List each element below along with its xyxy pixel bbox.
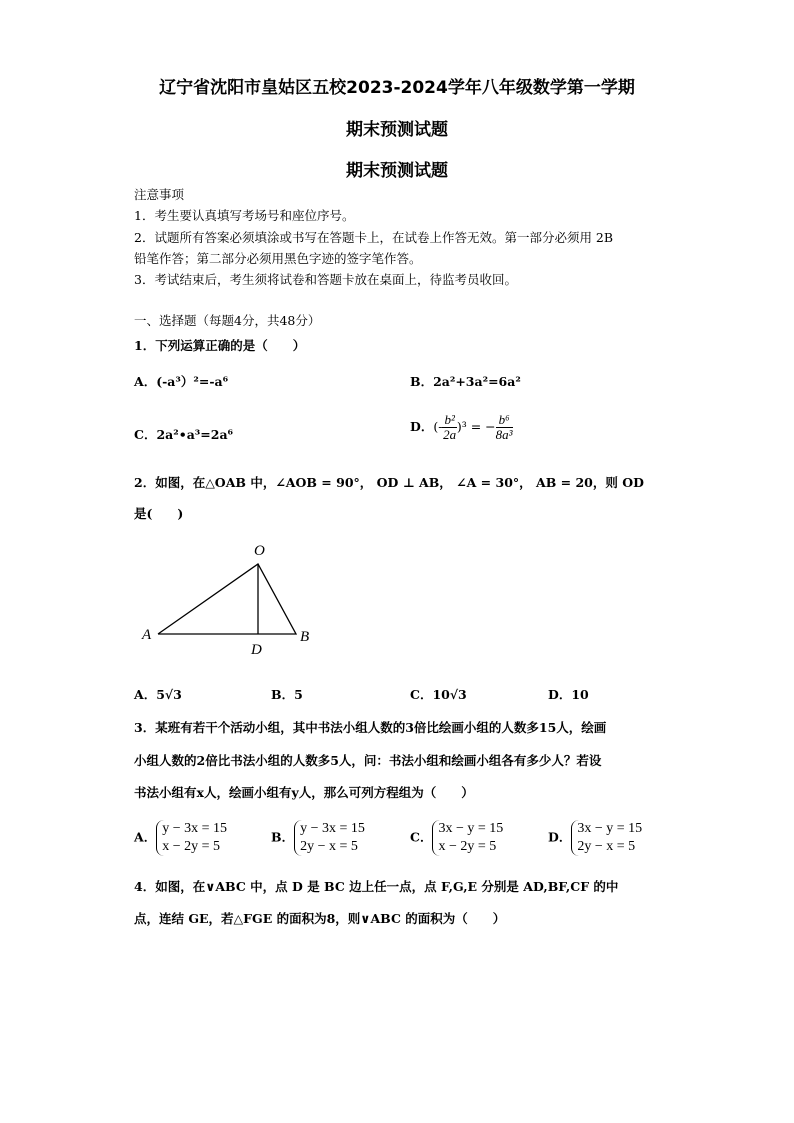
expr-part: (- xyxy=(433,419,443,434)
title-line-3: 期末预测试题 xyxy=(346,161,448,181)
q1-option-b: B．2a²+3a²=6a² xyxy=(410,374,521,389)
equation: y − 3x = 15 xyxy=(300,821,365,836)
equation: x − 2y = 5 xyxy=(438,839,497,854)
q2-option-a: A．5√3 xyxy=(134,687,182,702)
q1-option-a: A．(-a³）²=-a⁶ xyxy=(134,374,229,389)
title-line-2: 期末预测试题 xyxy=(346,120,448,140)
note-item: 铅笔作答；第二部分必须用黑色字迹的签字笔作答。 xyxy=(134,251,422,266)
equation: 3x − y = 15 xyxy=(577,821,643,836)
equation: 2y − x = 5 xyxy=(300,839,358,854)
label-b: B xyxy=(300,629,310,645)
q3-option-d xyxy=(548,820,642,856)
q1-option-d-label: D． xyxy=(410,419,434,434)
q3-option-c xyxy=(410,820,503,856)
equation-system xyxy=(294,820,365,856)
q2-option-d: D．10 xyxy=(548,687,589,702)
q3-option-b xyxy=(271,820,365,856)
q4-stem-2: 点，连结 GE，若△FGE 的面积为8，则∨ABC 的面积为（ ） xyxy=(134,911,506,926)
q2-stem-2: 是( ) xyxy=(134,506,184,521)
note-item: 2．试题所有答案必须填涂或书写在答题卡上，在试卷上作答无效。第一部分必须用 2B xyxy=(134,230,614,245)
triangle-oab xyxy=(158,564,296,634)
q2-stem-1: 2．如图，在△OAB 中，∠AOB = 90°， OD ⊥ AB， ∠A = 30°， AB = 20，则 OD xyxy=(134,475,644,490)
notes-heading: 注意事项 xyxy=(134,187,185,202)
numerator: b⁶ xyxy=(496,413,513,428)
q3-stem-2: 小组人数的2倍比书法小组的人数多5人，问：书法小组和绘画小组各有多少人？若设 xyxy=(134,753,602,768)
denominator: 8a³ xyxy=(495,427,513,442)
equation-system xyxy=(571,820,642,856)
equation-system xyxy=(156,820,227,856)
q1-option-c: C．2a²•a³=2a⁶ xyxy=(134,427,234,442)
option-label: B． xyxy=(271,829,295,845)
note-item: 1．考生要认真填写考场号和座位序号。 xyxy=(134,208,355,223)
note-item: 3．考试结束后，考生须将试卷和答题卡放在桌面上，待监考员收回。 xyxy=(134,272,517,287)
q1-option-d xyxy=(410,413,513,442)
equation-system xyxy=(432,820,503,856)
fraction xyxy=(442,413,456,442)
q3-stem-1: 3．某班有若干个活动小组，其中书法小组人数的3倍比绘画小组的人数多15人，绘画 xyxy=(134,720,607,735)
q2-option-c: C．10√3 xyxy=(410,687,467,702)
fraction xyxy=(496,413,513,442)
q4-stem-1: 4．如图，在∨ABC 中，点 D 是 BC 边上任一点，点 F,G,E 分别是 AD,BF,CF 的中 xyxy=(134,879,619,894)
option-label: D． xyxy=(548,829,572,845)
denominator: 2a xyxy=(443,427,457,442)
q2-triangle-figure xyxy=(130,535,330,665)
q3-option-a xyxy=(134,820,227,856)
equation: 3x − y = 15 xyxy=(438,821,504,836)
q3-stem-3: 书法小组有x人，绘画小组有y人，那么可列方程组为（ ） xyxy=(134,785,474,800)
q1-stem: 1．下列运算正确的是（ ） xyxy=(134,338,306,353)
title-line-1: 辽宁省沈阳市皇姑区五校2023-2024学年八年级数学第一学期 xyxy=(159,78,635,98)
expr-part: )³ = − xyxy=(456,419,496,434)
numerator: b² xyxy=(444,412,455,427)
section-heading: 一、选择题（每题4分，共48分） xyxy=(134,313,321,328)
label-d: D xyxy=(251,642,262,658)
option-label: A． xyxy=(134,829,157,845)
equation: x − 2y = 5 xyxy=(162,839,220,854)
equation: y − 3x = 15 xyxy=(162,821,227,836)
label-o: O xyxy=(254,543,265,559)
q2-option-b: B．5 xyxy=(271,687,303,702)
option-label: C． xyxy=(410,829,433,845)
label-a: A xyxy=(142,627,152,643)
equation: 2y − x = 5 xyxy=(577,839,636,854)
